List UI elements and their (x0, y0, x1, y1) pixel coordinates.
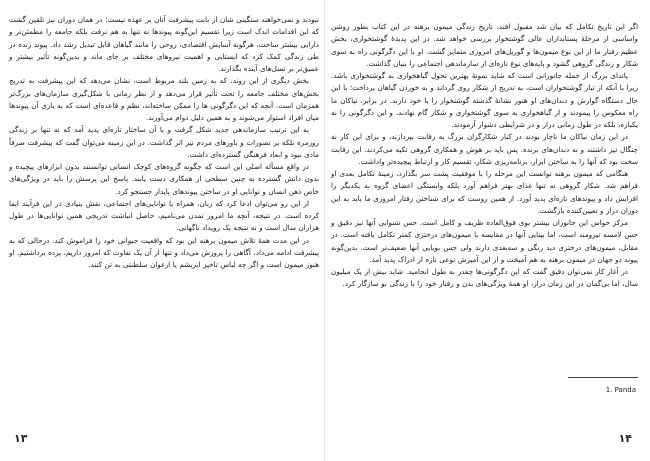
paragraph: هنگامی که میمون برهنه توانست این مرحله را با موفقیت پشت سر بگذارد، زمینهٔ تکامل بعدی او فراهم شد. شکار گروهی نه تنها غذای بهتر فراهم آورد بلکه وابستگی اعضای گروه به یکدیگر را افزایش داد و پیوندهای تازه‌ای پدید آورد. از همین روست که برای شناختن رفتار امروزی ما باید به این دوران دراز و تعیین‌کننده بازگشت. (331, 169, 638, 215)
right-page (325, 0, 650, 461)
page-number: ۱۳ (14, 432, 28, 445)
paragraph: از این رو می‌توان ادعا کرد که زبان، همراه با توانایی‌های اجتماعی، نقش بنیادی در این فرآیند ایفا کرده است. در نتیجه، آنچه ما امروز تمدن می‌نامیم، حاصل انباشت تدریجی همین توانایی‌ها در طول هزاران سال است و نه نتیجه یک رویداد ناگهانی. (9, 198, 319, 233)
page-number: ۱۴ (618, 432, 632, 445)
footnote-rule (568, 377, 638, 378)
paragraph: در واقع مسأله اصلی این است که چگونه گروه‌های کوچک انسانی توانستند بدون ابزارهای پیچیده و بدون دانش گسترده به چنین سطحی از همکاری دست یابند. پاسخ این پرسش را باید در ویژگی‌های خاص ذهن انسان و توانایی او در ساختن پیوندهای پایدار جستجو کرد. (9, 162, 319, 196)
paragraph: به این ترتیب سازماندهی جدید شکل گرفت و با آن ساختار تازه‌ای پدید آمد که نه تنها بر زندگی روزمره بلکه بر تصورات و باورهای مردم نیز اثر گذاشت. در این زمینه می‌توان گفت که پیشرفت صرفاً مادی نبود و ابعاد فرهنگی گسترده‌ای داشت. (9, 125, 319, 159)
paragraph: در این زمان نیاکان ما ناچار بودند در کنار شکارگران بزرگ به رقابت بپردازند، و برای این کار نه چنگال تیز داشتند و نه دندان‌های برنده. پس باید بر هوش و همکاری گروهی تکیه می‌کردند. این رقابت سخت بود که آنها را به ساختن ابزار، برنامه‌ریزی شکار، تقسیم کار و ارتباط پیچیده‌تر واداشت. (331, 132, 638, 166)
right-page-text (331, 21, 638, 291)
footnote: 1. Panda (605, 386, 636, 394)
paragraph: پاندای بزرگ از جمله جانورانی است که شاید نمونهٔ بهترین تحول گیاهخواری به گوشتخواری باشد. زیرا با آنکه از تبار گوشتخواران است، به تدریج از شکار روی گرداند و به خوردن گیاهان پرداخت؛ با این حال دستگاه گوارش و دندان‌های او هنوز نشانهٔ گذشته گوشتخوار را با خود دارند. در برابر، نیاکان ما راه معکوس را پیمودند و از گیاهخواری به سوی گوشتخواری و شکار گام نهادند، و این دگرگونی را نه یکباره، بلکه در طول زمانی دراز و در شرایطی دشوار آزمودند. (331, 71, 638, 129)
paragraph: در آغاز کار نمی‌توان دقیق گفت که این دگرگونی‌ها چقدر به طول انجامید. شاید بیش از یک میلیون سال، اما بی‌گمان در این زمان دراز، او همهٔ ویژگی‌های بدن و رفتار خود را با زندگی نو سازگار کرد. (331, 267, 638, 289)
paragraph: مرکز حواس این جانوران بیشتر بوی فوق‌العاده ظریف و کامل است. حس شنوایی آنها نیز دقیق و حس لامسه نیرومند است، اما بینایی آنها در مقایسه با میمون‌های درختزی کمتر تکامل یافته است. در مقابل، میمون‌های درختزی دید رنگی و سه‌بعدی دارند ولی حس بویایی آنها ضعیف‌تر است. بدین‌گونه پیوند دو جهان در میمون برهنه به هم آمیخت و از این آمیزش نوعی تازه از ادراک پدید آمد. (331, 218, 638, 264)
paragraph: اگر این تاریخ تکامل که بیان شد مقبول افتد، تاریخ زندگی میمون برهنه در این کتاب بطور روشن واساسی از مرحلهٔ پستانداران عالی گوشتخوار بررسی خواهد شد. در این پدیدهٔ گوشتخواری، بخش عظیم رفتار ما از این نوع میمون‌ها و گوریل‌های امروزی متمایز گشت. او با این دگرگونی راه به سوی شکار و زندگی گروهی گشود و پایه‌های نوع تازه‌ای از سازماندهی اجتماعی را بنیان گذاشت. (331, 22, 638, 68)
paragraph: بخش دیگری از این روند، که به زمین بلند مربوط است، نشان می‌دهد که این پیشرفت به تدریج بخش‌های مختلف جامعه را تحت تأثیر قرار می‌دهد و از نظر زمانی با شکل‌گیری سازمان‌های بزرگ‌تر همزمان است. آنچه که این دگرگونی ها را ممکن ساخته‌اند، نظم و قاعده‌ای است که به یاری آن پیوندها میان افراد استوار می‌شوند و به همین دلیل دوام می‌آورند. (9, 76, 319, 122)
left-page-text (9, 14, 319, 271)
paragraph: نبودند و نمی‌خواهند سنگینی شان از بابت پیشرفت آنان بر عهده نیست؛ در همان دوران نیز تلقین گشت که این اقدامات اندک است زیرا تقسیم این‌گونه پیوندها نه تنها به هم نرفت بلکه جامعه را مطمئن‌تر و دارایی بیشتر ساخت، هرگونه آسایش اقتصادی، روحی را مانند گیاهان قابل تبدیل رشد داد. پیوند زنده در طی زندگی کمک کرد که ایستایی و اهمیت نیروهای مختلف بر جای ماند و بدین‌گونه تأثیر بیشتر و عمیق‌تر بر نسل‌های آینده بگذارند. (9, 15, 319, 73)
paragraph: در این مدت همهٔ تلاش میمون برهنه این بود که واقعیت حیوانی خود را فراموش کند. درحالی که به پیشرفت ادامه می‌داد، آگاهی را پرورش می‌داد و تنها از آن یک تفاوت که امروز داریم، پرده برداشتیم. او هنوز میمون است و اگر چه لباس تاخیر ابریشم یا ارغوان سلطنتی به تن کنند. (9, 235, 319, 269)
